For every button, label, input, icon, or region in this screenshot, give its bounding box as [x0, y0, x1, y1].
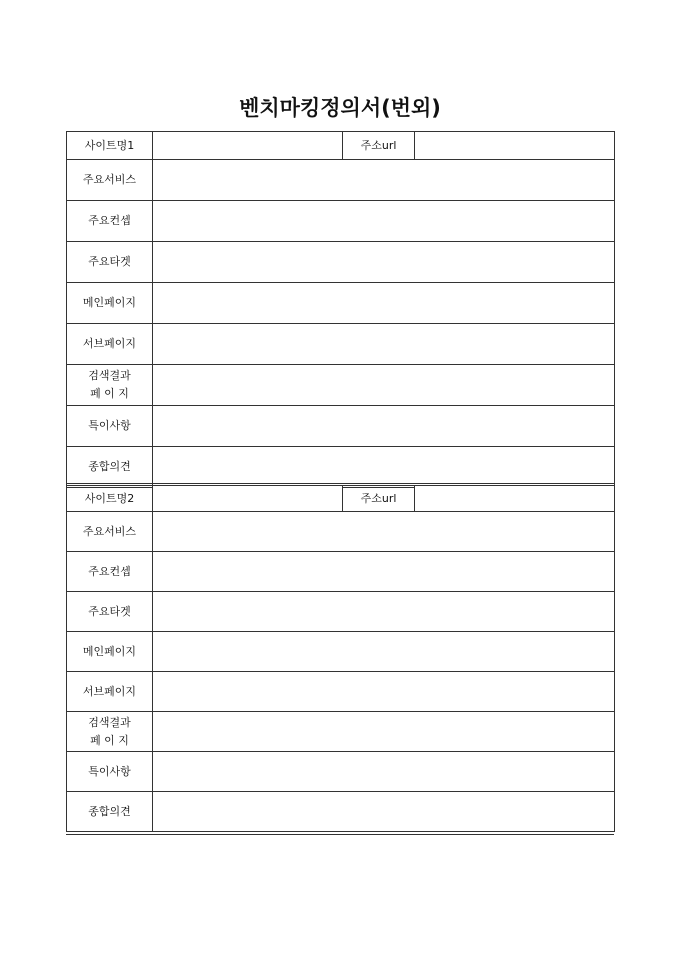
row-label-sub-page: 서브페이지: [67, 672, 153, 712]
row-label-special-notes: 특이사항: [67, 752, 153, 792]
table-row: [67, 160, 615, 201]
table-row: [67, 632, 615, 672]
main-service-field[interactable]: [153, 160, 615, 201]
site-name-field[interactable]: [153, 486, 343, 512]
main-concept-field[interactable]: [153, 552, 615, 592]
overall-opinion-field[interactable]: [153, 792, 615, 832]
main-target-field[interactable]: [153, 242, 615, 283]
special-notes-field[interactable]: [153, 406, 615, 447]
row-label-main-target: 주요타겟: [67, 592, 153, 632]
table-row: [67, 512, 615, 552]
row-label-main-page: 메인페이지: [67, 632, 153, 672]
url-label: 주소url: [343, 486, 415, 512]
table-row: [67, 672, 615, 712]
benchmark-table-site2: [66, 485, 615, 832]
sub-page-field[interactable]: [153, 672, 615, 712]
row-label-main-service: 주요서비스: [67, 160, 153, 201]
site-name-label: 사이트명2: [67, 486, 153, 512]
site-header-row: [67, 132, 615, 160]
row-label-overall-opinion: 종합의견: [67, 447, 153, 488]
table-row: [67, 752, 615, 792]
section-divider: [66, 483, 614, 484]
label-line-1: 검색결과: [88, 369, 131, 382]
main-concept-field[interactable]: [153, 201, 615, 242]
url-field[interactable]: [415, 132, 615, 160]
search-result-page-field[interactable]: [153, 365, 615, 406]
document-title: 벤치마킹정의서(번외): [239, 96, 441, 120]
table-row: [67, 283, 615, 324]
bottom-rule: [66, 834, 614, 835]
table-row: [67, 406, 615, 447]
label-line-2: 페 이 지: [90, 387, 129, 400]
table-row: [67, 201, 615, 242]
table-row: [67, 324, 615, 365]
row-label-search-result-page: [67, 712, 153, 752]
row-label-main-concept: 주요컨셉: [67, 201, 153, 242]
label-line-1: 검색결과: [88, 715, 131, 729]
table-row: [67, 592, 615, 632]
row-label-sub-page: 서브페이지: [67, 324, 153, 365]
row-label-overall-opinion: 종합의견: [67, 792, 153, 832]
overall-opinion-field[interactable]: [153, 447, 615, 488]
benchmark-table-site1: [66, 131, 615, 488]
row-label-main-page: 메인페이지: [67, 283, 153, 324]
row-label-main-service: 주요서비스: [67, 512, 153, 552]
url-field[interactable]: [415, 486, 615, 512]
main-page-field[interactable]: [153, 632, 615, 672]
site-name-field[interactable]: [153, 132, 343, 160]
table-row: [67, 242, 615, 283]
label-line-2: 페 이 지: [90, 733, 129, 747]
site-header-row: [67, 486, 615, 512]
table-row: [67, 552, 615, 592]
search-result-page-field[interactable]: [153, 712, 615, 752]
table-row: [67, 447, 615, 488]
table-row: [67, 792, 615, 832]
table-row: [67, 365, 615, 406]
row-label-special-notes: 특이사항: [67, 406, 153, 447]
url-label: 주소url: [343, 132, 415, 160]
row-label-search-result-page: [67, 365, 153, 406]
sub-page-field[interactable]: [153, 324, 615, 365]
special-notes-field[interactable]: [153, 752, 615, 792]
row-label-main-target: 주요타겟: [67, 242, 153, 283]
site-name-label: 사이트명1: [67, 132, 153, 160]
main-service-field[interactable]: [153, 512, 615, 552]
table-row: [67, 712, 615, 752]
main-target-field[interactable]: [153, 592, 615, 632]
row-label-main-concept: 주요컨셉: [67, 552, 153, 592]
main-page-field[interactable]: [153, 283, 615, 324]
